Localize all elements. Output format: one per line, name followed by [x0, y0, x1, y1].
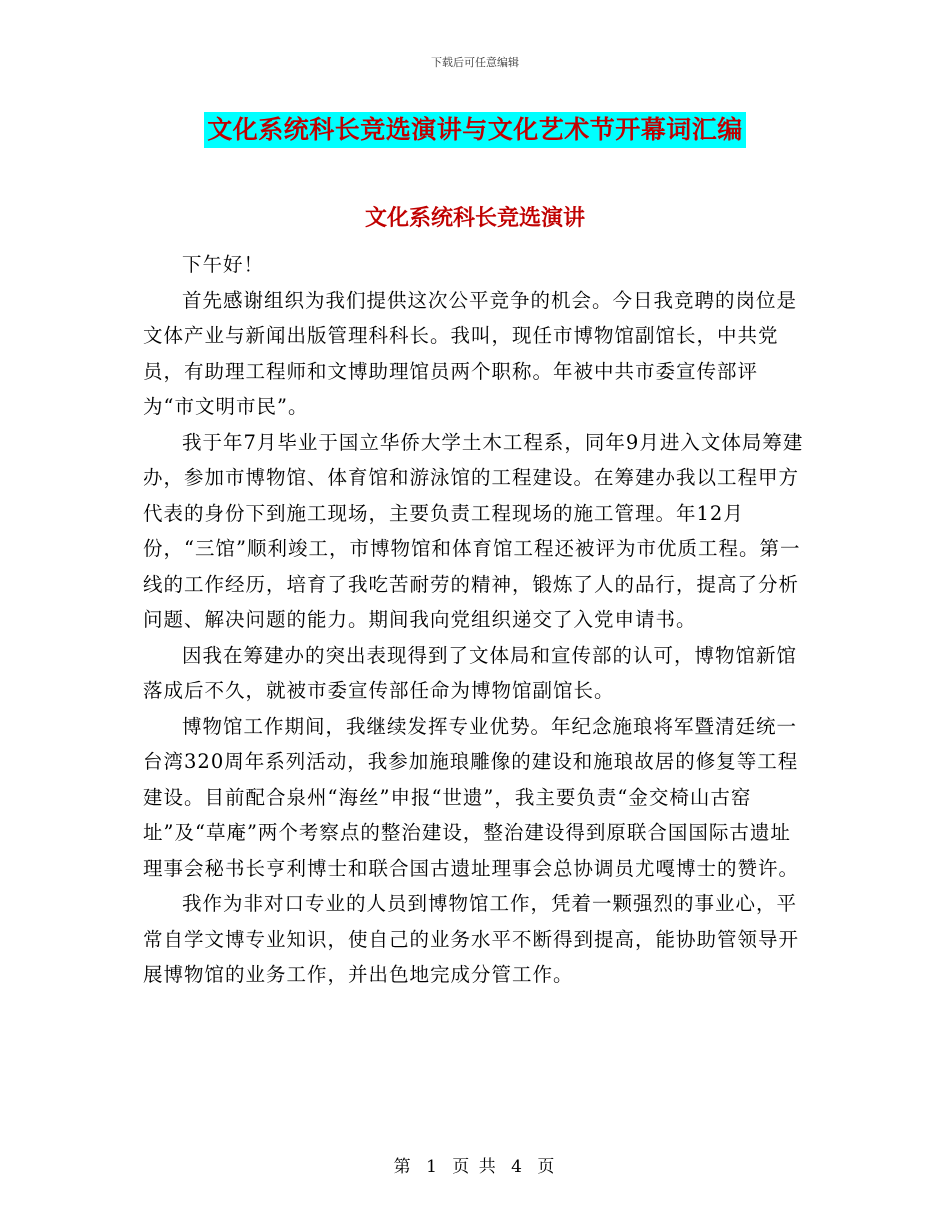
document-body	[143, 247, 808, 993]
footer-total-pages: 4	[511, 1157, 524, 1177]
paragraph: 首先感谢组织为我们提供这次公平竞争的机会。今日我竞聘的岗位是文体产业与新闻出版管理科科长。我叫，现任市博物馆副馆长，中共党员，有助理工程师和文博助理馆员两个职称。年被中共市委宣传部评为“市文明市民”。	[143, 288, 798, 418]
footer-prefix: 第	[393, 1157, 413, 1177]
section-title: 文化系统科长竞选演讲	[364, 205, 585, 231]
document-title: 文化系统科长竞选演讲与文化艺术节开幕词汇编	[204, 112, 746, 148]
footer-middle: 页 共	[452, 1157, 498, 1177]
paragraph-greeting: 下午好！	[182, 253, 265, 276]
page-header-note: 下载后可任意编辑	[431, 56, 519, 69]
paragraph: 我作为非对口专业的人员到博物馆工作，凭着一颗强烈的事业心，平常自学文博专业知识，使自己的业务水平不断得到提高，能协助管领导开展博物馆的业务工作，并出色地完成分管工作。	[143, 892, 800, 986]
footer-suffix: 页	[537, 1157, 557, 1177]
paragraph: 因我在筹建办的突出表现得到了文体局和宣传部的认可，博物馆新馆落成后不久，就被市委宣传部任命为博物馆副馆长。	[143, 643, 798, 702]
paragraph: 我于年7月毕业于国立华侨大学土木工程系，同年9月进入文体局筹建办，参加市博物馆、体育馆和游泳馆的工程建设。在筹建办我以工程甲方代表的身份下到施工现场，主要负责工程现场的施工管理。年12月份，“三馆”顺利竣工，市博物馆和体育馆工程还被评为市优质工程。第一线的工作经历，培育了我吃苦耐劳的精神，锻炼了人的品行，提高了分析问题、解决问题的能力。期间我向党组织递交了入党申请书。	[143, 430, 804, 631]
footer-page-number: 1	[426, 1157, 439, 1177]
page-footer	[0, 1152, 950, 1177]
main-title-container	[0, 112, 950, 148]
paragraph: 博物馆工作期间，我继续发挥专业优势。年纪念施琅将军暨清廷统一台湾320周年系列活动，我参加施琅雕像的建设和施琅故居的修复等工程建设。目前配合泉州“海丝”申报“世遗”，我主要负责“金交椅山古窑址”及“草庵”两个考察点的整治建设，整治建设得到原联合国国际古遗址理事会秘书长亨利博士和联合国古遗址理事会总协调员尤嘎博士的赞许。	[143, 714, 800, 880]
